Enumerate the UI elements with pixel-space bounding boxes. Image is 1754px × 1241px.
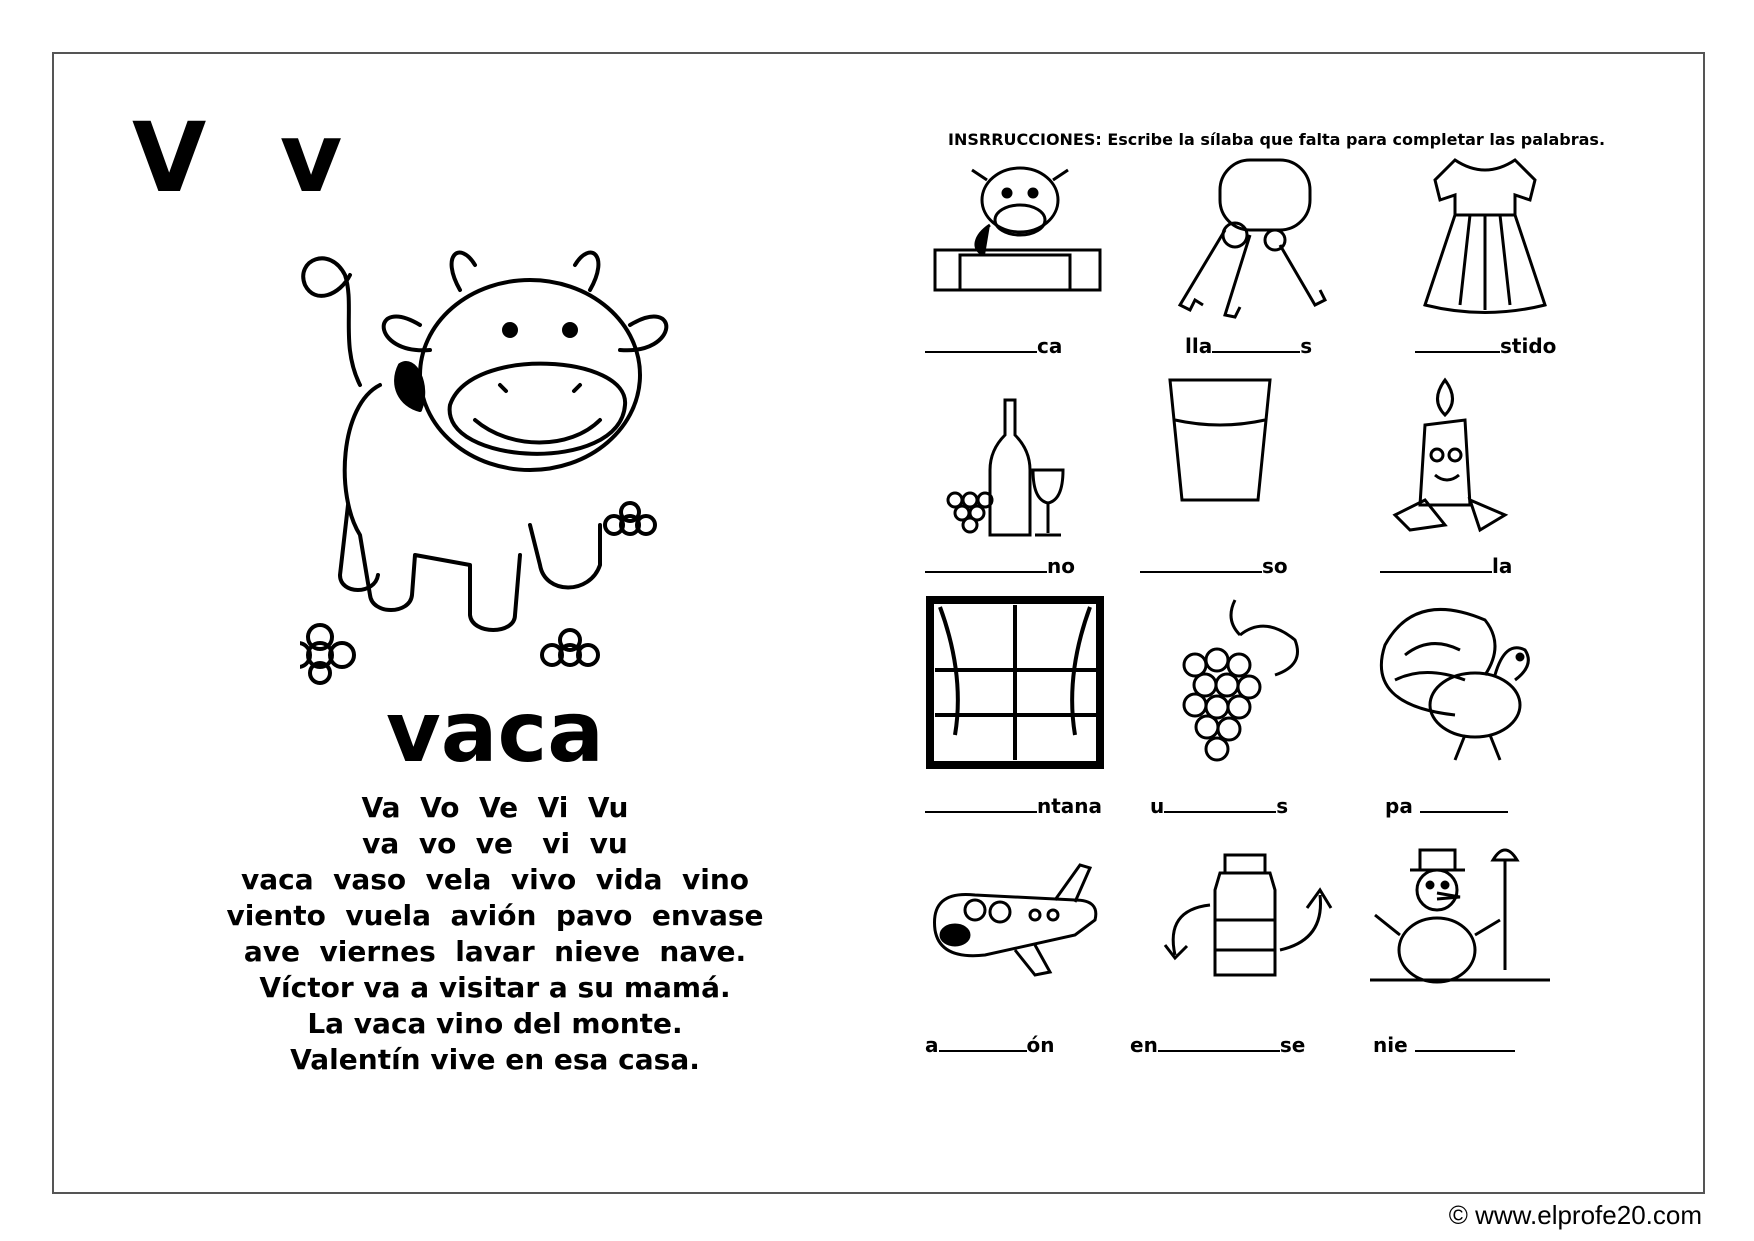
fill-in-blank[interactable]: no <box>925 553 1075 578</box>
sentence-line: Valentín vive en esa casa. <box>290 1043 700 1076</box>
wine-icon <box>925 375 1115 540</box>
fill-in-blank[interactable]: a ón <box>925 1033 1055 1057</box>
sentence-line: La vaca vino del monte. <box>307 1007 683 1040</box>
fill-in-blank[interactable]: en se <box>1130 1033 1306 1057</box>
word-line: viento vuela avión pavo envase <box>226 899 764 932</box>
instructions-text: INSRRUCCIONES: Escribe la sílaba que falta para completar las palabras. <box>948 130 1606 149</box>
candle-icon <box>1385 375 1575 540</box>
fill-in-blank[interactable]: u s <box>1150 794 1289 818</box>
cow-illustration <box>300 235 740 705</box>
syllable-text-block <box>190 790 800 1078</box>
word-line: ave viernes lavar nieve nave. <box>243 935 747 968</box>
fill-in-blank[interactable]: ntana <box>925 793 1102 818</box>
bottle-recycle-icon <box>1155 850 1345 980</box>
key-word: vaca <box>386 683 604 781</box>
fill-in-blank[interactable]: lla s <box>1185 334 1313 358</box>
fill-in-blank[interactable]: stido <box>1415 333 1556 358</box>
dress-icon <box>1395 155 1585 320</box>
keys-icon <box>1165 155 1355 320</box>
fill-in-blank[interactable]: la <box>1380 553 1512 578</box>
fill-in-blank[interactable]: pa <box>1385 793 1508 818</box>
cow-icon <box>925 155 1115 320</box>
fill-in-blank[interactable]: ca <box>925 333 1062 358</box>
fill-in-blank[interactable]: so <box>1140 553 1288 578</box>
syllable-line: Va Vo Ve Vi Vu <box>361 791 629 824</box>
letter-heading: V v <box>132 102 363 214</box>
window-icon <box>925 595 1115 770</box>
copyright-footer: © www.elprofe20.com <box>1448 1200 1702 1230</box>
sentence-line: Víctor va a visitar a su mamá. <box>259 971 731 1004</box>
turkey-icon <box>1375 595 1565 770</box>
syllable-line: va vo ve vi vu <box>362 827 628 860</box>
glass-icon <box>1155 375 1345 540</box>
word-line: vaca vaso vela vivo vida vino <box>240 863 750 896</box>
fill-in-blank[interactable]: nie <box>1373 1032 1515 1057</box>
grapes-icon <box>1155 595 1345 770</box>
snowman-icon <box>1365 845 1555 985</box>
airplane-icon <box>925 860 1115 980</box>
